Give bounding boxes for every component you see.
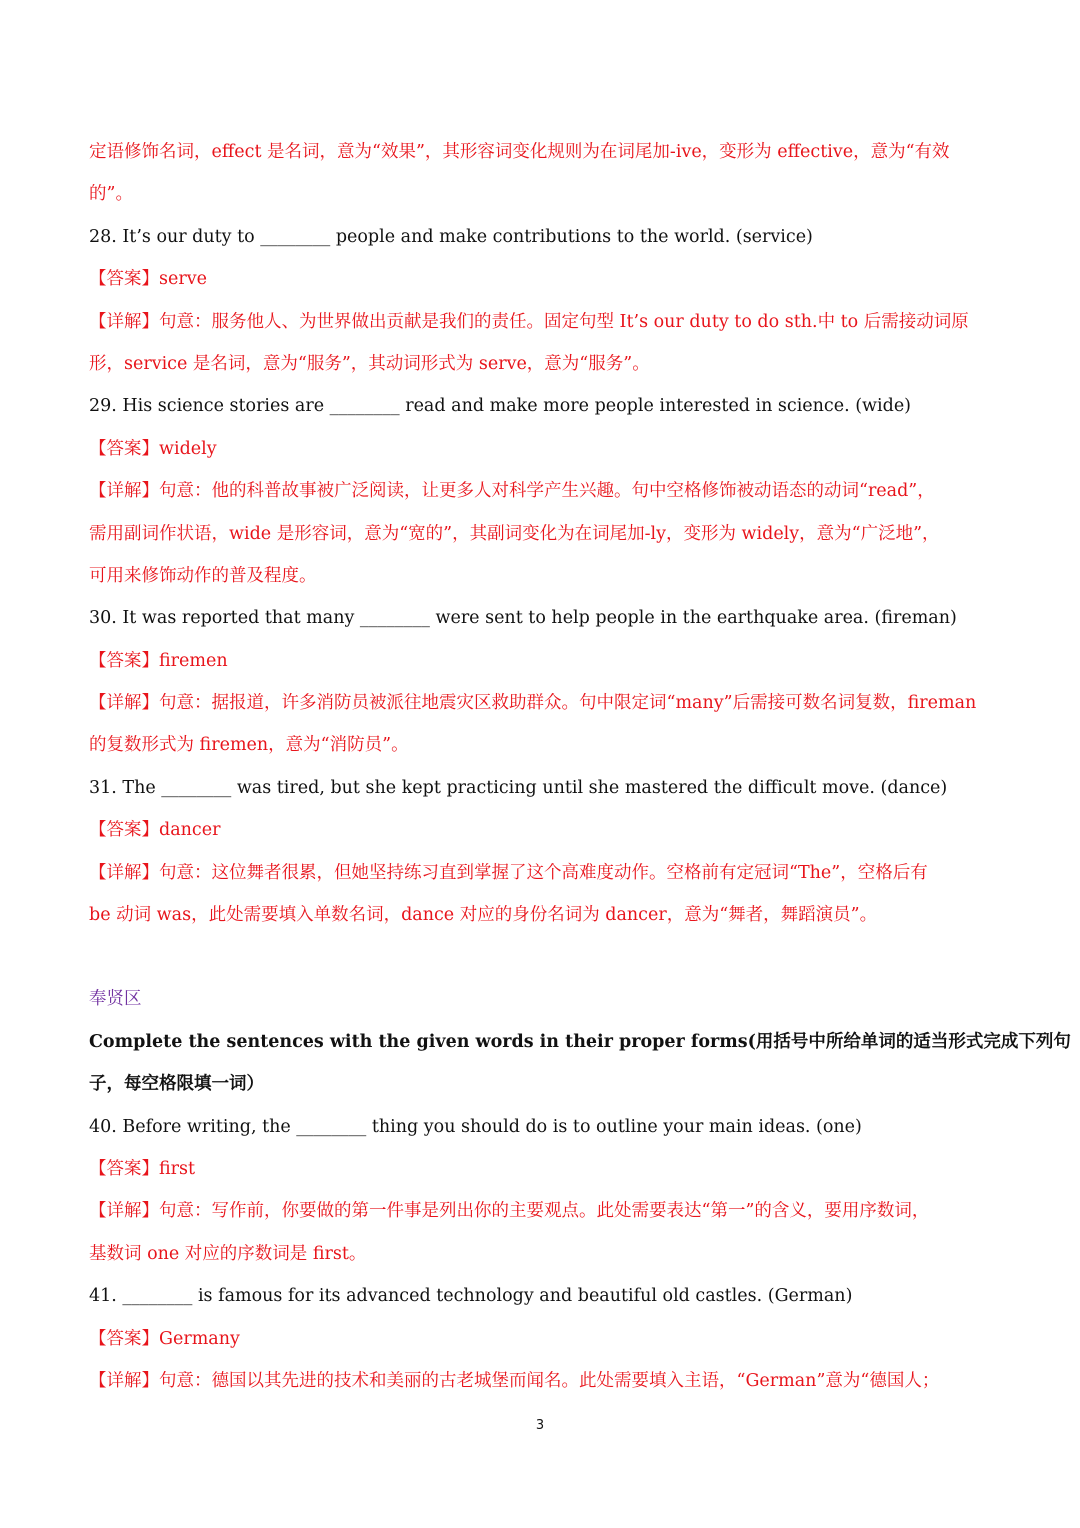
section-spacer [89,936,989,978]
district-heading: 奉贤区 [89,989,142,1010]
explanation-line: 【详解】句意：这位舞者很累，但她坚持练习直到掌握了这个高难度动作。空格前有定冠词“The”，空格后有 [89,862,928,883]
question-line: 41. ________ is famous for its advanced technology and beautiful old castles. (German) [89,1286,853,1307]
answer-line: 【答案】Germany [89,1328,240,1349]
question-line: 28. It’s our duty to ________ people and make contributions to the world. (service) [89,226,813,247]
explanation-line: 形，service 是名词，意为“服务”，其动词形式为 serve，意为“服务”。 [89,353,650,374]
explanation-line: 需用副词作状语，wide 是形容词，意为“宽的”，其副词变化为在词尾加-ly，变形为 widely，意为“广泛地”， [89,523,940,544]
explanation-line: 的复数形式为 firemen，意为“消防员”。 [89,735,409,756]
answer-line: 【答案】dancer [89,820,221,841]
explanation-line: 基数词 one 对应的序数词是 first。 [89,1243,367,1264]
instruction-line: 子，每空格限填一词） [89,1074,264,1095]
answer-line: 【答案】first [89,1158,196,1179]
explanation-line: 【详解】句意：服务他人、为世界做出贡献是我们的责任。固定句型 It’s our duty to do sth.中 to 后需接动词原 [89,311,969,332]
explanation-line: be 动词 was，此处需要填入单数名词，dance 对应的身份名词为 dancer，意为“舞者，舞蹈演员”。 [89,905,878,926]
question-line: 29. His science stories are ________ read and make more people interested in science. (wide) [89,396,912,417]
explanation-line: 的”。 [89,184,133,205]
explanation-line: 可用来修饰动作的普及程度。 [89,565,317,586]
question-line: 40. Before writing, the ________ thing you should do is to outline your main ideas. (one) [89,1116,862,1137]
page-number: 3 [535,1418,545,1433]
explanation-line: 【详解】句意：德国以其先进的技术和美丽的古老城堡而闻名。此处需要填入主语，“German”意为“德国人； [89,1370,940,1391]
instruction-line: Complete the sentences with the given words in their proper forms(用括号中所给单词的适当形式完成下列句 [89,1031,1071,1052]
explanation-line: 定语修饰名词，effect 是名词，意为“效果”，其形容词变化规则为在词尾加-ive，变形为 effective，意为“有效 [89,142,950,162]
page-content [89,131,1071,1402]
question-line: 30. It was reported that many ________ were sent to help people in the earthquake area. (fireman) [89,608,957,629]
answer-line: 【答案】widely [89,438,217,459]
answer-line: 【答案】serve [89,269,207,290]
explanation-line: 【详解】句意：据报道，许多消防员被派往地震灾区救助群众。句中限定词“many”后需接可数名词复数，fireman [89,693,977,714]
answer-line: 【答案】firemen [89,650,228,671]
question-line: 31. The ________ was tired, but she kept practicing until she mastered the difficult move. (dance) [89,777,948,798]
explanation-line: 【详解】句意：他的科普故事被广泛阅读，让更多人对科学产生兴趣。句中空格修饰被动语态的动词“read”， [89,481,935,502]
explanation-line: 【详解】句意：写作前，你要做的第一件事是列出你的主要观点。此处需要表达“第一”的含义，要用序数词， [89,1201,930,1222]
